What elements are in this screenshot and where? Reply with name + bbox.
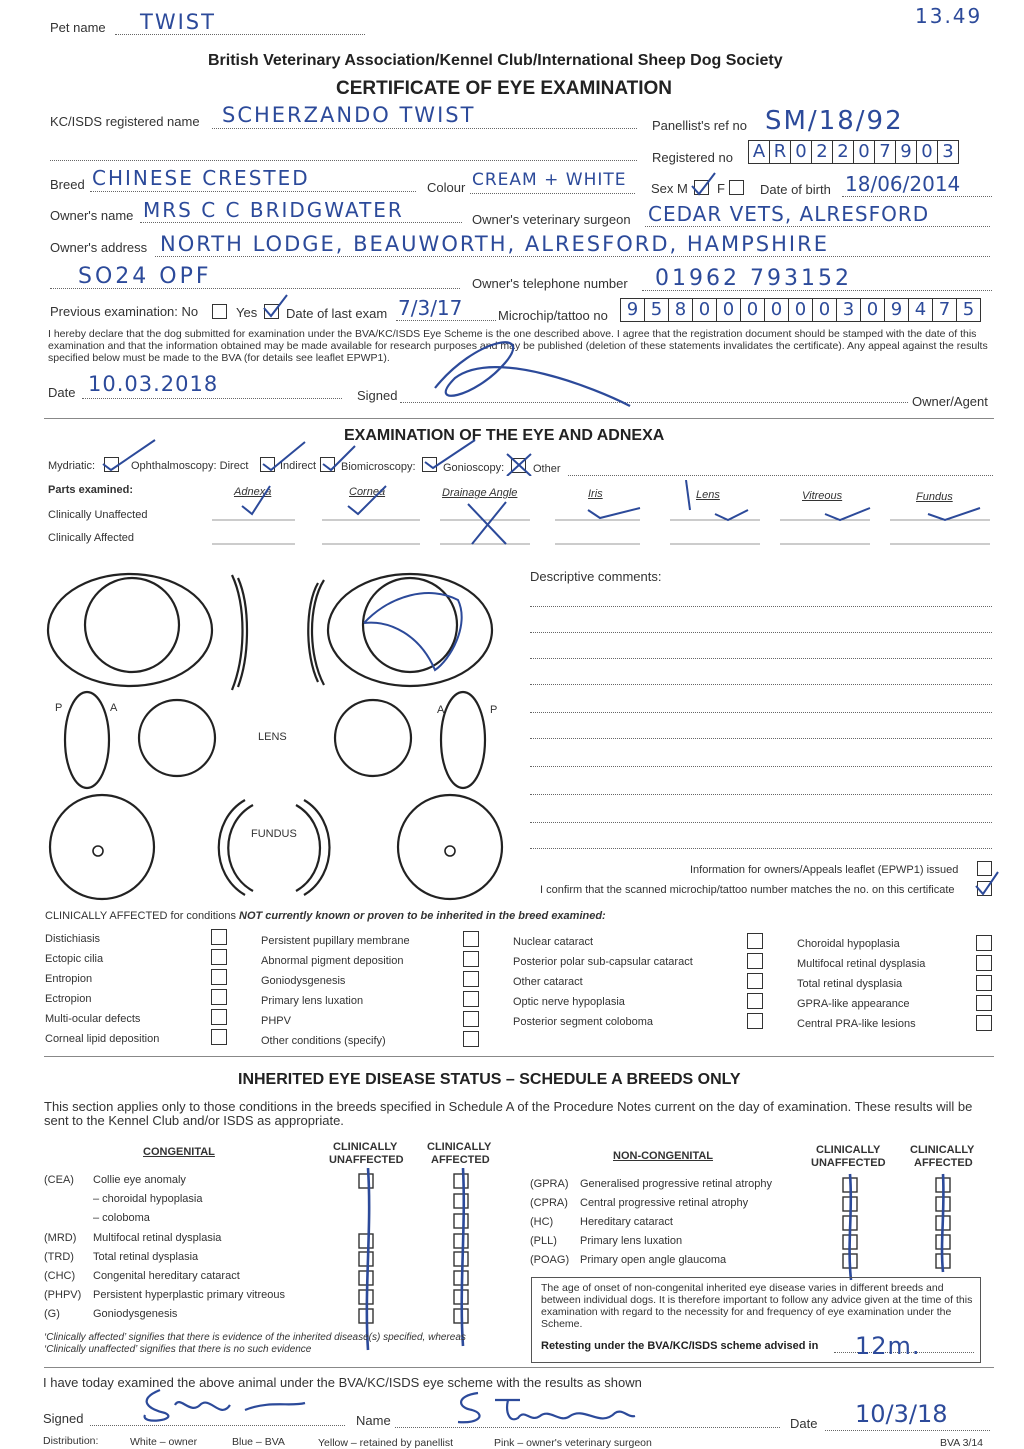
posterior-label-right: P — [490, 704, 498, 716]
reg-char: A — [748, 140, 769, 164]
inherited-title: INHERITED EYE DISEASE STATUS – SCHEDULE A BREEDS ONLY — [238, 1071, 741, 1088]
condition-checkbox[interactable] — [463, 1031, 479, 1047]
condition-item: Other conditions (specify) — [261, 1035, 386, 1047]
page-title: CERTIFICATE OF EYE EXAMINATION — [336, 78, 673, 99]
condition-checkbox[interactable] — [463, 991, 479, 1007]
condition-item: Central PRA-like lesions — [797, 1018, 916, 1030]
condition-checkbox[interactable] — [747, 973, 763, 989]
org-name: British Veterinary Association/Kennel Club/International Sheep Dog Society — [208, 52, 783, 69]
chip-char: 4 — [908, 298, 932, 322]
microchip-label: Microchip/tattoo no — [498, 308, 608, 323]
chip-char: 5 — [956, 298, 981, 322]
fundus-right — [398, 795, 502, 899]
date-value[interactable]: 10.03.2018 — [88, 372, 219, 396]
panellist-name-handwritten — [450, 1388, 640, 1433]
address-line2[interactable]: SO24 OPF — [78, 264, 212, 289]
inherited-intro: This section applies only to those conditions in the breeds specified in Schedule A of the Procedure Notes current on the day of examination. These results will be sent to the Kennel Club and/or ISDS as appropriate. — [44, 1099, 973, 1128]
vet-value[interactable]: CEDAR VETS, ALRESFORD — [648, 202, 930, 226]
condition-item: GPRA-like appearance — [797, 998, 910, 1010]
chip-char: 3 — [836, 298, 860, 322]
condition-item: Ectopic cilia — [45, 953, 104, 965]
part-iris: Iris — [588, 488, 603, 500]
cong-name: Total retinal dysplasia — [93, 1251, 199, 1263]
cong-name: Collie eye anomaly — [93, 1174, 186, 1186]
anterior-label-left: A — [110, 702, 118, 714]
declaration-text: I hereby declare that the dog submitted for examination under the BVA/KC/ISDS Eye Scheme is the one described above. I agree that the registration document should be stamped with the date of this examination and that the information obtained may be made available for research purposes and may be published (deletion of these statements invalidates the certificate). Any appeal against the results specified below must be made to the BVA (for details see leaflet EPWP1). — [48, 328, 988, 364]
congenital-header: CONGENITAL — [143, 1146, 215, 1158]
chip-char: 7 — [932, 298, 956, 322]
breed-label: Breed — [50, 177, 85, 192]
chip-char: 8 — [668, 298, 692, 322]
dob-value[interactable]: 18/06/2014 — [845, 172, 961, 196]
noncong-code: (HC) — [530, 1216, 554, 1228]
chip-char: 0 — [716, 298, 740, 322]
other-label: Other — [533, 463, 561, 475]
condition-checkbox[interactable] — [976, 935, 992, 951]
condition-item: Primary lens luxation — [261, 995, 364, 1007]
chip-char: 0 — [860, 298, 884, 322]
anterior-label-right: A — [437, 704, 445, 716]
noncong-affected-header-1: CLINICALLY — [910, 1144, 975, 1156]
iris-left — [85, 578, 179, 672]
chip-char: 0 — [740, 298, 764, 322]
cong-affected-header-1: CLINICALLY — [427, 1141, 492, 1153]
parts-examined-label: Parts examined: — [48, 484, 133, 496]
part-fundus: Fundus — [916, 491, 953, 503]
cong-affected-header-2: AFFECTED — [431, 1154, 490, 1166]
phone-value[interactable]: 01962 793152 — [655, 266, 852, 291]
noncong-code: (POAG) — [530, 1254, 570, 1266]
cong-code: (CHC) — [44, 1270, 76, 1282]
confirm-microchip-label: I confirm that the scanned microchip/tattoo number matches the no. on this certificate — [540, 884, 955, 896]
gonioscopy-label: Gonioscopy: — [443, 462, 505, 474]
clinically-unaffected-label: Clinically Unaffected — [48, 509, 148, 521]
part-adnexa: Adnexa — [234, 486, 272, 498]
condition-item: Nuclear cataract — [513, 936, 594, 948]
reg-char: 0 — [853, 140, 874, 164]
reg-char: 9 — [895, 140, 916, 164]
inherited-note: The age of onset of non-congenital inherited eye disease varies in different breeds and between individual dogs. It is therefore important to follow any advice given at the time of this examination with regard to the necessity for and frequency of eye examination under the Scheme. — [541, 1282, 973, 1330]
exam-checks — [95, 436, 555, 476]
reg-char: 7 — [874, 140, 895, 164]
retest-label: Retesting under the BVA/KC/ISDS scheme advised in — [541, 1340, 819, 1352]
condition-checkbox[interactable] — [976, 1015, 992, 1031]
condition-item: Posterior polar sub-capsular cataract — [513, 956, 693, 968]
kc-name-value[interactable]: SCHERZANDO TWIST — [222, 103, 476, 127]
comments-label: Descriptive comments: — [530, 569, 662, 584]
condition-checkbox[interactable] — [463, 971, 479, 987]
indirect-label: Indirect — [280, 460, 317, 472]
condition-checkbox[interactable] — [211, 949, 227, 965]
noncong-name: Primary open angle glaucoma — [580, 1254, 727, 1266]
footer-signed-label: Signed — [43, 1411, 84, 1426]
panellist-ref-label: Panellist's ref no — [652, 118, 747, 133]
distribution-pink: Pink – owner's veterinary surgeon — [494, 1437, 652, 1449]
biomicroscopy-label: Biomicroscopy: — [341, 461, 416, 473]
condition-checkbox[interactable] — [976, 955, 992, 971]
pet-name-label: Pet name — [50, 20, 106, 35]
noncong-unaffected-header-1: CLINICALLY — [816, 1144, 881, 1156]
condition-item: Choroidal hypoplasia — [797, 938, 900, 950]
last-exam-value[interactable]: 7/3/17 — [398, 296, 463, 320]
registered-no-label: Registered no — [652, 150, 733, 165]
condition-item: Distichiasis — [45, 933, 101, 945]
condition-item: Multifocal retinal dysplasia — [797, 958, 926, 970]
chip-char: 0 — [764, 298, 788, 322]
distribution-white: White – owner — [130, 1436, 198, 1448]
panellist-ref-value[interactable]: SM/18/92 — [765, 106, 904, 136]
prev-no-checkbox[interactable] — [212, 304, 227, 319]
microchip-cells[interactable] — [620, 298, 981, 322]
condition-checkbox[interactable] — [747, 993, 763, 1009]
noncong-code: (PLL) — [530, 1235, 557, 1247]
footer-date-value[interactable]: 10/3/18 — [855, 1400, 948, 1428]
eye-outline-right — [328, 574, 492, 686]
cong-name: Persistent hyperplastic primary vitreous — [93, 1289, 285, 1301]
lens-front-left — [139, 700, 215, 776]
retest-value[interactable]: 12m. — [855, 1332, 921, 1360]
posterior-label-left: P — [55, 702, 63, 714]
pet-name-value[interactable]: TWIST — [140, 10, 216, 34]
colour-label: Colour — [427, 180, 466, 195]
page-ref: 13.49 — [915, 4, 983, 28]
condition-checkbox[interactable] — [211, 1029, 227, 1045]
condition-item: Ectropion — [45, 993, 92, 1005]
condition-item: Abnormal pigment deposition — [261, 955, 404, 967]
non-congenital-header: NON-CONGENITAL — [613, 1150, 714, 1162]
distribution-yellow: Yellow – retained by panellist — [318, 1437, 454, 1449]
footer-statement: I have today examined the above animal under the BVA/KC/ISDS eye scheme with the results as shown — [43, 1375, 642, 1390]
condition-checkbox[interactable] — [976, 995, 992, 1011]
cong-name: – choroidal hypoplasia — [93, 1193, 203, 1205]
condition-checkbox[interactable] — [747, 933, 763, 949]
condition-item: PHPV — [261, 1015, 291, 1027]
last-exam-label: Date of last exam — [286, 306, 388, 321]
ophthalmoscopy-label: Ophthalmoscopy: Direct — [131, 460, 249, 472]
chip-char: 0 — [692, 298, 716, 322]
condition-item: Posterior segment coloboma — [513, 1016, 654, 1028]
owner-signature — [395, 318, 645, 418]
fundus-label: FUNDUS — [251, 828, 297, 840]
prev-exam-label: Previous examination: No — [50, 304, 199, 319]
cong-code: (PHPV) — [44, 1289, 82, 1301]
reg-char: 3 — [937, 140, 959, 164]
condition-checkbox[interactable] — [976, 975, 992, 991]
owner-name-value[interactable]: MRS C C BRIDGWATER — [143, 198, 404, 222]
form-code: BVA 3/14 — [940, 1437, 984, 1449]
chip-char: 9 — [884, 298, 908, 322]
signed-label: Signed — [357, 388, 398, 403]
parts-grid — [200, 480, 1000, 550]
phone-label: Owner's telephone number — [472, 276, 628, 291]
condition-checkbox[interactable] — [211, 1009, 227, 1025]
sex-f-label: F — [717, 181, 725, 196]
address-label: Owner's address — [50, 240, 148, 255]
dob-label: Date of birth — [760, 182, 831, 197]
footer-date-label: Date — [790, 1416, 818, 1431]
cong-name: Multifocal retinal dysplasia — [93, 1232, 222, 1244]
non-congenital-checkbox-grid — [835, 1172, 960, 1282]
clinically-affected-label: Clinically Affected — [48, 532, 135, 544]
cong-code: (CEA) — [44, 1174, 74, 1186]
part-vitreous: Vitreous — [802, 490, 843, 502]
panellist-signature — [130, 1385, 310, 1430]
condition-item: Total retinal dysplasia — [797, 978, 903, 990]
cong-name: Congenital hereditary cataract — [93, 1270, 240, 1282]
lens-side-left — [65, 692, 109, 788]
condition-item: Entropion — [45, 973, 93, 985]
congenital-checkbox-grid — [350, 1168, 480, 1353]
reg-char: R — [769, 140, 790, 164]
noncong-affected-header-2: AFFECTED — [914, 1157, 973, 1169]
eye-outline-left — [48, 574, 212, 686]
chip-char: 9 — [620, 298, 644, 322]
reg-char: 2 — [811, 140, 832, 164]
noncong-name: Generalised progressive retinal atrophy — [580, 1178, 772, 1190]
condition-item: Optic nerve hypoplasia — [513, 996, 625, 1008]
lens-label: LENS — [258, 731, 287, 743]
condition-checkbox[interactable] — [211, 989, 227, 1005]
iris-right — [363, 578, 457, 672]
condition-item: Corneal lipid deposition — [45, 1033, 160, 1045]
cong-name: Goniodysgenesis — [93, 1308, 178, 1320]
noncong-name: Primary lens luxation — [580, 1235, 683, 1247]
reg-char: 0 — [790, 140, 811, 164]
owner-agent-label: Owner/Agent — [912, 394, 988, 409]
registered-no-cells[interactable] — [748, 140, 959, 164]
cong-code: (MRD) — [44, 1232, 77, 1244]
cong-code: (G) — [44, 1308, 60, 1320]
condition-checkbox[interactable] — [463, 1011, 479, 1027]
exam-title: EXAMINATION OF THE EYE AND ADNEXA — [344, 427, 665, 444]
condition-checkbox[interactable] — [747, 953, 763, 969]
noncong-code: (GPRA) — [530, 1178, 569, 1190]
part-lens: Lens — [696, 489, 720, 501]
condition-checkbox[interactable] — [463, 951, 479, 967]
condition-item: Other cataract — [513, 976, 583, 988]
cong-unaffected-header-1: CLINICALLY — [333, 1141, 398, 1153]
condition-checkbox[interactable] — [211, 929, 227, 945]
noncong-name: Central progressive retinal atrophy — [580, 1197, 749, 1209]
condition-checkbox[interactable] — [463, 931, 479, 947]
condition-item: Multi-ocular defects — [45, 1013, 141, 1025]
condition-checkbox[interactable] — [211, 969, 227, 985]
sex-f-checkbox[interactable] — [729, 180, 744, 195]
owner-name-label: Owner's name — [50, 208, 134, 223]
lens-side-right — [441, 692, 485, 788]
cong-unaffected-header-2: UNAFFECTED — [329, 1154, 404, 1166]
chip-char: 0 — [788, 298, 812, 322]
mydriatic-label: Mydriatic: — [48, 460, 96, 472]
conditions-header — [45, 910, 606, 922]
epwp1-label: Information for owners/Appeals leaflet (EPWP1) issued — [690, 864, 959, 876]
colour-value[interactable]: CREAM + WHITE — [472, 170, 627, 190]
address-line1[interactable]: NORTH LODGE, BEAUWORTH, ALRESFORD, HAMPSHIRE — [160, 232, 829, 256]
prev-yes-label: Yes — [236, 305, 258, 320]
reg-char: 2 — [832, 140, 853, 164]
inherited-footnote: ‘Clinically affected’ signifies that there is evidence of the inherited disease(s) specified, whereas ‘Clinically unaffected’ signifies that there is no such evidence — [44, 1332, 466, 1355]
noncong-name: Hereditary cataract — [580, 1216, 673, 1228]
distribution-blue: Blue – BVA — [232, 1436, 285, 1448]
footer-name-label: Name — [356, 1413, 391, 1428]
chip-char: 5 — [644, 298, 668, 322]
cong-code: (TRD) — [44, 1251, 74, 1263]
sex-label: Sex M — [651, 181, 688, 196]
kc-name-label: KC/ISDS registered name — [50, 114, 200, 129]
vet-label: Owner's veterinary surgeon — [472, 212, 631, 227]
reg-char: 0 — [916, 140, 937, 164]
check-mark-icon — [688, 170, 718, 198]
part-cornea: Cornea — [349, 486, 386, 498]
conditions-header-em: NOT currently known or proven to be inherited in the breed examined: — [239, 910, 606, 922]
date-label: Date — [48, 385, 76, 400]
breed-value[interactable]: CHINESE CRESTED — [92, 166, 310, 190]
check-mark-icon — [972, 868, 1002, 898]
condition-item: Persistent pupillary membrane — [261, 935, 410, 947]
distribution-label: Distribution: — [43, 1435, 99, 1447]
part-drainage-angle: Drainage Angle — [442, 487, 518, 499]
condition-checkbox[interactable] — [747, 1013, 763, 1029]
noncong-code: (CPRA) — [530, 1197, 568, 1209]
noncong-unaffected-header-2: UNAFFECTED — [811, 1157, 886, 1169]
condition-item: Goniodysgenesis — [261, 975, 346, 987]
lens-front-right — [335, 700, 411, 776]
cong-name: – coloboma — [93, 1212, 150, 1224]
chip-char: 0 — [812, 298, 836, 322]
conditions-header-pre: CLINICALLY AFFECTED for conditions — [45, 910, 239, 922]
